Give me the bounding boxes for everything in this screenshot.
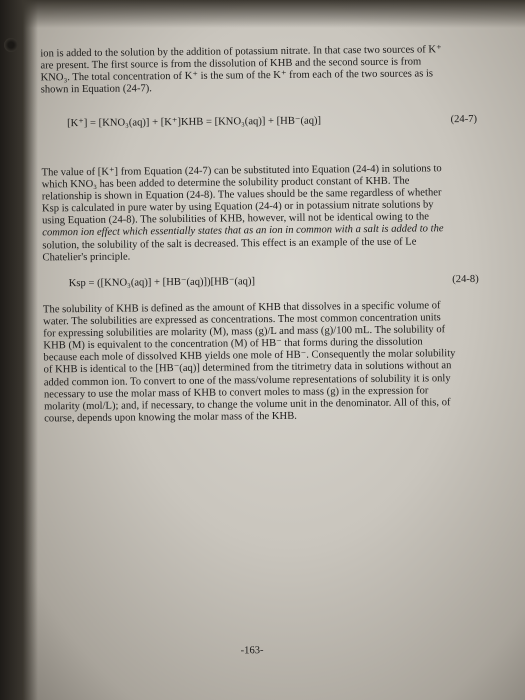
text-line: The solubility of KHB is defined as the amount of KHB that dissolves in a specific volume of: [42, 300, 441, 316]
text-line: shown in Equation (24-7).: [40, 83, 153, 96]
textbook-page: [18, 17, 525, 700]
text-line: course, depends upon knowing the molar mass of the KHB.: [44, 410, 297, 425]
text-line: solution, the solubility of the salt is decreased. This effect is an example of the use of Le: [42, 236, 417, 251]
equation-number: (24-8): [452, 273, 479, 286]
equation-24-8: [69, 274, 479, 290]
paragraph-2: [42, 163, 483, 264]
text-line: because each mole of dissolved KHB yields one mole of HB⁻. Consequently the molar solubility: [43, 348, 456, 364]
text-line: water. The solubilities are expressed as concentrations. The most common concentration units: [43, 312, 441, 328]
text-line: ion is added to the solution by the addition of potassium nitrate. In that case two sources of K⁺: [40, 44, 442, 60]
binder-hole: [4, 38, 18, 52]
text-line: KNO₃. The total concentration of K⁺ is the sum of the K⁺ from each of the two sources as is: [40, 68, 434, 84]
text-line: which KNO₃ has been added to determine the solubility product constant of KHB. The: [41, 175, 410, 191]
text-line: using Equation (24-8). The solubilities of KHB, however, will not be identical owing to the: [42, 211, 430, 227]
paragraph-1: [40, 44, 480, 97]
text-line: added common ion. To convert to one of the mass/volume representations of solubility it is only: [43, 372, 451, 388]
text-line: for expressing solubilities are molarity (M), mass (g)/L and mass (g)/100 mL. The solubility of: [43, 324, 446, 340]
text-line: are present. The first source is from the dissolution of KHB and the second source is from: [40, 56, 422, 72]
text-line: common ion effect which essentially states that as an ion in common with a salt is added to the: [42, 223, 444, 239]
text-line: Chatelier's principle.: [42, 251, 131, 264]
text-line: Ksp is calculated in pure water by using Equation (24-4) or in potassium nitrate solutions by: [41, 199, 434, 215]
page-number: -163-: [240, 645, 264, 657]
equation-text: Ksp = ([KNO₃(aq)] + [HB⁻(aq)])[HB⁻(aq)]: [68, 276, 256, 290]
equation-text: [K⁺] = [KNO₃(aq)] + [K⁺]KHB = [KNO₃(aq)] + [HB⁻(aq)]: [67, 115, 322, 130]
equation-number: (24-7): [450, 113, 478, 126]
equation-24-7: [67, 114, 477, 130]
text-line: relationship is shown in Equation (24-8). The values should be the same regardless of whether: [41, 187, 442, 203]
paragraph-3: [43, 300, 484, 426]
text-line: necessary to use the molar mass of KHB to convert moles to mass (g) in the expression for: [43, 385, 429, 401]
text-line: molarity (mol/L); and, if necessary, to change the volume unit in the denominator. All of this, of: [43, 396, 451, 413]
text-line: KHB (M) is equivalent to the concentration (M) of HB⁻ that forms during the dissolution: [43, 336, 423, 352]
text-line: of KHB is identical to the [HB⁻(aq)] determined from the titrimetry data in solutions without an: [43, 360, 452, 376]
text-line: The value of [K⁺] from Equation (24-7) can be substituted into Equation (24-4) in solutions to: [41, 163, 442, 179]
